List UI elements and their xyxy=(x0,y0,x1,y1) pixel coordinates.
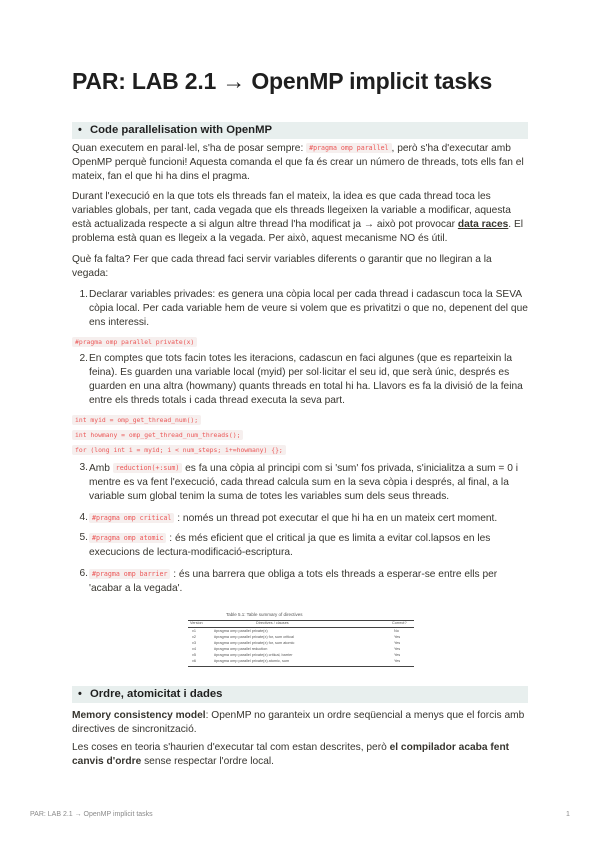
code-line-howmany: int howmany = omp_get_thread_num_threads(); xyxy=(72,430,243,440)
table-figure xyxy=(182,612,422,674)
section-heading-text: Code parallelisation with OpenMP xyxy=(90,124,273,136)
table-cell: v1 xyxy=(192,629,197,633)
list-item-text xyxy=(89,531,528,560)
inline-code-atomic: #pragma omp atomic xyxy=(89,533,166,543)
table-rule xyxy=(188,627,414,628)
paragraph-text: Les coses en teoria s'haurien d'executar tal com estan descrites, però xyxy=(72,742,390,753)
list-item-text: Declarar variables privades: es genera una còpia local per cada thread i cadascun toca la SEVA còpia local. Per cada variable hem de veure si volem que es privatitzi o que no, depenent del que ens interessi. xyxy=(89,289,528,329)
footer-page-number: 1 xyxy=(566,811,570,818)
paragraph-text: . El problema està quan es llegeix a la vegada. Per això, aquest mecanisme NO és útil. xyxy=(72,219,524,245)
list-number: 1. xyxy=(79,289,88,300)
page-title: PAR: LAB 2.1 → OpenMP implicit tasks xyxy=(72,68,493,94)
table-cell: #pragma omp parallel reduction xyxy=(214,647,268,651)
table-cell: v5 xyxy=(192,653,197,657)
figure-caption: Table 5.1: Table summary of directives xyxy=(226,612,303,617)
table-cell: v2 xyxy=(192,635,197,639)
table-cell: Yes xyxy=(394,635,401,639)
table-cell: Yes xyxy=(394,653,401,657)
list-item-text-b: : és una barrera que obliga a tots els threads a esperar-se entre ells per 'acabar a la vegada'. xyxy=(89,569,498,595)
paragraph-text: , però s'ha d'executar amb OpenMP perquè funcioni! Aquesta comanda el que fa és crear un número de threads, tots ells fan el mateix, fan el que hi ha dins el pragma. xyxy=(72,143,524,183)
list-item-text: En comptes que tots facin totes les iteracions, cadascun en faci algunes (que es reparteixin la feina). Es guarden una variable local (myid) per sol·licitar el seu id, que serà únic, després es guarden en una altra (howmany) quants threads en total hi ha. Llavors es fa la divisió de la feina entre els threds totals i cada thread executa la seva part. xyxy=(89,353,523,407)
inline-code-parallel: #pragma omp parallel xyxy=(306,143,391,153)
list-item-text-a: Amb xyxy=(89,463,113,474)
list-number: 6. xyxy=(79,568,88,579)
paragraph-text: : OpenMP no garanteix un ordre seqüencial a menys que el forcis amb directives de sincronització. xyxy=(72,710,525,736)
list-number: 3. xyxy=(79,462,88,473)
code-private: #pragma omp parallel private(x) xyxy=(72,337,197,347)
list-item-text xyxy=(89,567,528,596)
code-line-myid: int myid = omp_get_thread_num(); xyxy=(72,415,201,425)
table-cell: #pragma omp parallel private(x) xyxy=(214,629,268,633)
table-cell: Yes xyxy=(394,647,401,651)
table-header-directives: Directives / clauses xyxy=(256,621,289,625)
table-header-version: Version xyxy=(190,621,203,625)
inline-code-critical: #pragma omp critical xyxy=(89,513,174,523)
paragraph-compiler xyxy=(72,741,528,769)
table-cell: Yes xyxy=(394,659,401,663)
list-number: 4. xyxy=(79,512,88,523)
table-cell: #pragma omp parallel private(x) atomic, sum xyxy=(214,659,290,663)
table-cell: #pragma omp parallel private(x) for, sum atomic xyxy=(214,641,295,645)
bold-memory-model: Memory consistency model xyxy=(72,710,206,721)
paragraph-question: Què fa falta? Fer que cada thread faci servir variables diferents o garantir que no llegiran a la vegada: xyxy=(72,254,492,280)
list-item-text-b: es fa una còpia al principi com si 'sum' fos privada, s'inicialitza a sum = 0 i mentre es va fent l'execució, cada thread calcula sum en la seva còpia i després, al final, a la variable sum global tenim la suma de totes les variables sum dels seus threads. xyxy=(89,463,518,503)
list-number: 2. xyxy=(79,353,88,364)
table-cell: #pragma omp parallel private(x) for, sum critical xyxy=(214,635,294,639)
section-heading-code-parallelisation xyxy=(72,122,528,139)
bold-compiler: el compilador acaba fent canvis d'ordre xyxy=(72,742,510,768)
table-header-correct: Correct? xyxy=(392,621,407,625)
table-cell: Yes xyxy=(394,641,401,645)
table-cell: No xyxy=(394,629,399,633)
table-rule xyxy=(188,620,414,621)
list-item-text-b: : només un thread pot executar el que hi ha en un mateix cert moment. xyxy=(174,513,498,524)
list-item-text-b: : és més eficient que el critical ja que es limita a evitar col.lapsos en les execucions de lectura-modificació-escriptura. xyxy=(89,533,491,559)
paragraph-text: Quan executem en paral·lel, s'ha de posar sempre: xyxy=(72,143,307,154)
paragraph-memory-model xyxy=(72,709,528,737)
list-number: 5. xyxy=(79,532,88,543)
paragraph-text: Durant l'execució en la que tots els threads fan el mateix, la idea es que cada thread toca les variables globals, per tant, cada vegada que els threads llegeixen la variable a modificar, aquesta està actualizada respecte a si algun altre thread l'ha modificat ja → això pot provocar xyxy=(72,191,511,231)
bullet-dot: • xyxy=(78,124,82,136)
table-cell: v6 xyxy=(192,659,197,663)
table-rule xyxy=(188,666,414,667)
footer-title: PAR: LAB 2.1 → OpenMP implicit tasks xyxy=(30,811,153,818)
table-cell: v4 xyxy=(192,647,197,651)
list-item-text xyxy=(89,511,528,526)
paragraph-intro xyxy=(72,141,528,184)
bold-data-races: data races xyxy=(457,219,509,231)
inline-code-barrier: #pragma omp barrier xyxy=(89,569,170,579)
paragraph-text: sense respectar l'ordre local. xyxy=(141,756,274,768)
code-line-for: for (long int i = myid; i < num_steps; i+=howmany) {}; xyxy=(72,445,286,455)
table-cell: v3 xyxy=(192,641,197,645)
section-heading-text: Ordre, atomicitat i dades xyxy=(90,688,223,700)
inline-code-reduction: reduction(+:sum) xyxy=(113,463,183,473)
paragraph-data-races xyxy=(72,190,528,246)
bullet-dot: • xyxy=(78,688,82,700)
list-item-text xyxy=(89,461,528,504)
section-heading-ordre xyxy=(72,686,528,703)
table-cell: #pragma omp parallel private(x) critical, barrier xyxy=(214,653,293,657)
